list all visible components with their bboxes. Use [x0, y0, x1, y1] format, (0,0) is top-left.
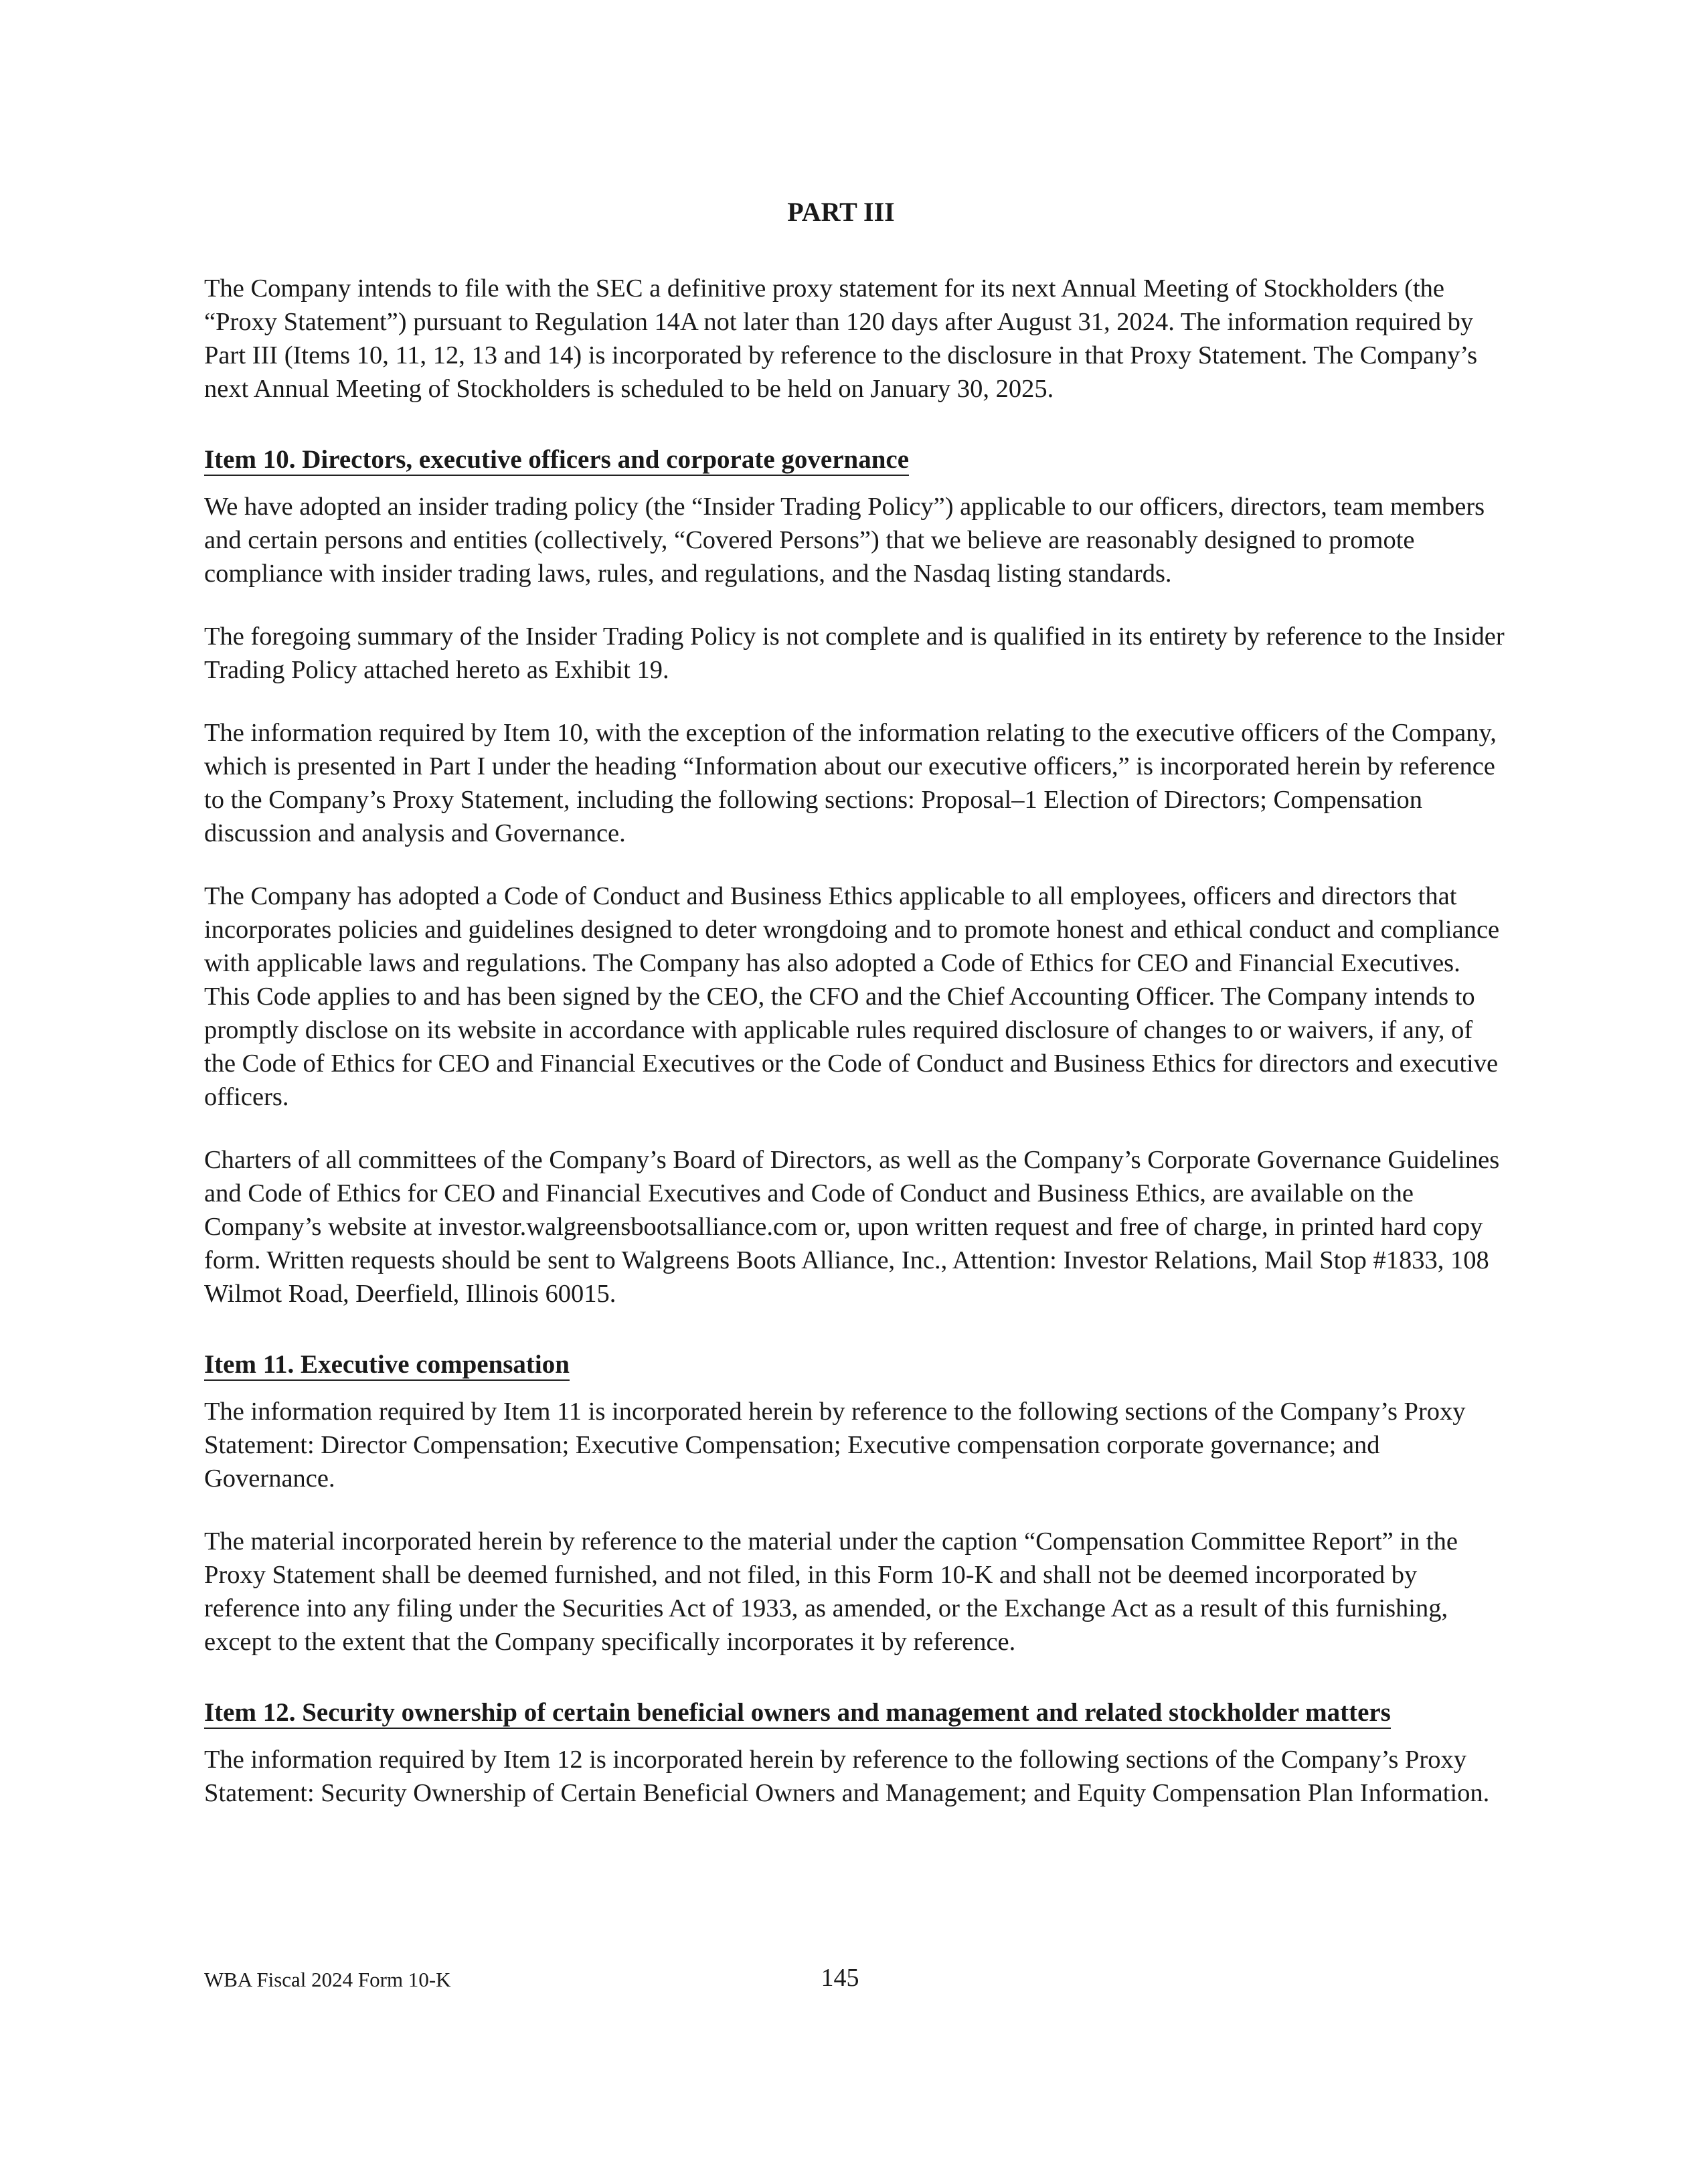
page-footer	[204, 1961, 1509, 1995]
item-11-heading-text: Item 11. Executive compensation	[204, 1350, 570, 1381]
item-10-paragraph: The Company has adopted a Code of Conduct and Business Ethics applicable to all employees, officers and directors that incorporates policies and guidelines designed to deter wrongdoing and to promote honest and ethical conduct and compliance with applicable laws and regulations. The Company has also adopted a Code of Ethics for CEO and Financial Executives. This Code applies to and has been signed by the CEO, the CFO and the Chief Accounting Officer. The Company intends to promptly disclose on its website in accordance with applicable rules required disclosure of changes to or waivers, if any, of the Code of Ethics for CEO and Financial Executives or the Code of Conduct and Business Ethics for directors and executive officers.	[204, 882, 1500, 1111]
item-10-paragraph: Charters of all committees of the Company’s Board of Directors, as well as the Company’s Corporate Governance Guidelines and Code of Ethics for CEO and Financial Executives and Code of Conduct and Business Ethics, are available on the Company’s website at investor.walgreensbootsalliance.com or, upon written request and free of charge, in printed hard copy form. Written requests should be sent to Walgreens Boots Alliance, Inc., Attention: Investor Relations, Mail Stop #1833, 108 Wilmot Road, Deerfield, Illinois 60015.	[204, 1146, 1500, 1308]
item-12-heading	[204, 1696, 1509, 1730]
item-11-section	[204, 1348, 1509, 1659]
item-10-paragraph: We have adopted an insider trading policy (the “Insider Trading Policy”) applicable to our officers, directors, team members and certain persons and entities (collectively, “Covered Persons”) that we believe are reasonably designed to promote compliance with insider trading laws, rules, and regulations, and the Nasdaq listing standards.	[204, 493, 1485, 588]
item-11-paragraph: The information required by Item 11 is incorporated herein by reference to the following sections of the Company’s Proxy Statement: Director Compensation; Executive Compensation; Executive compensation corporate governance; and Governance.	[204, 1398, 1466, 1493]
item-12-heading-text: Item 12. Security ownership of certain beneficial owners and management and related stockholder matters	[204, 1698, 1391, 1729]
item-11-heading	[204, 1348, 1509, 1381]
item-10-paragraph: The information required by Item 10, with the exception of the information relating to the executive officers of the Company, which is presented in Part I under the heading “Information about our executive officers,” is incorporated herein by reference to the Company’s Proxy Statement, including the following sections: Proposal–1 Election of Directors; Compensation discussion and analysis and Governance.	[204, 719, 1497, 847]
part-title: PART III	[787, 197, 895, 227]
item-12-section	[204, 1696, 1509, 1810]
document-body	[204, 272, 1509, 1839]
item-10-heading-text: Item 10. Directors, executive officers and corporate governance	[204, 445, 909, 476]
item-10-section	[204, 443, 1509, 1311]
item-11-paragraph: The material incorporated herein by reference to the material under the caption “Compensation Committee Report” in the Proxy Statement shall be deemed furnished, and not filed, in this Form 10-K and shall not be deemed incorporated by reference into any filing under the Securities Act of 1933, as amended, or the Exchange Act as a result of this furnishing, except to the extent that the Company specifically incorporates it by reference.	[204, 1527, 1458, 1656]
footer-document-label: WBA Fiscal 2024 Form 10-K	[204, 1968, 451, 1991]
item-10-heading	[204, 443, 1509, 477]
footer-page-number: 145	[821, 1964, 859, 1992]
intro-paragraph: The Company intends to file with the SEC a definitive proxy statement for its next Annual Meeting of Stockholders (the “Proxy Statement”) pursuant to Regulation 14A not later than 120 days after August 31, 2024. The information required by Part III (Items 10, 11, 12, 13 and 14) is incorporated by reference to the disclosure in that Proxy Statement. The Company’s next Annual Meeting of Stockholders is scheduled to be held on January 30, 2025.	[204, 274, 1478, 403]
item-12-paragraph: The information required by Item 12 is incorporated herein by reference to the following sections of the Company’s Proxy Statement: Security Ownership of Certain Beneficial Owners and Management; and Equity Compensation Plan Information.	[204, 1746, 1490, 1807]
item-10-paragraph: The foregoing summary of the Insider Trading Policy is not complete and is qualified in its entirety by reference to the Insider Trading Policy attached hereto as Exhibit 19.	[204, 622, 1505, 684]
